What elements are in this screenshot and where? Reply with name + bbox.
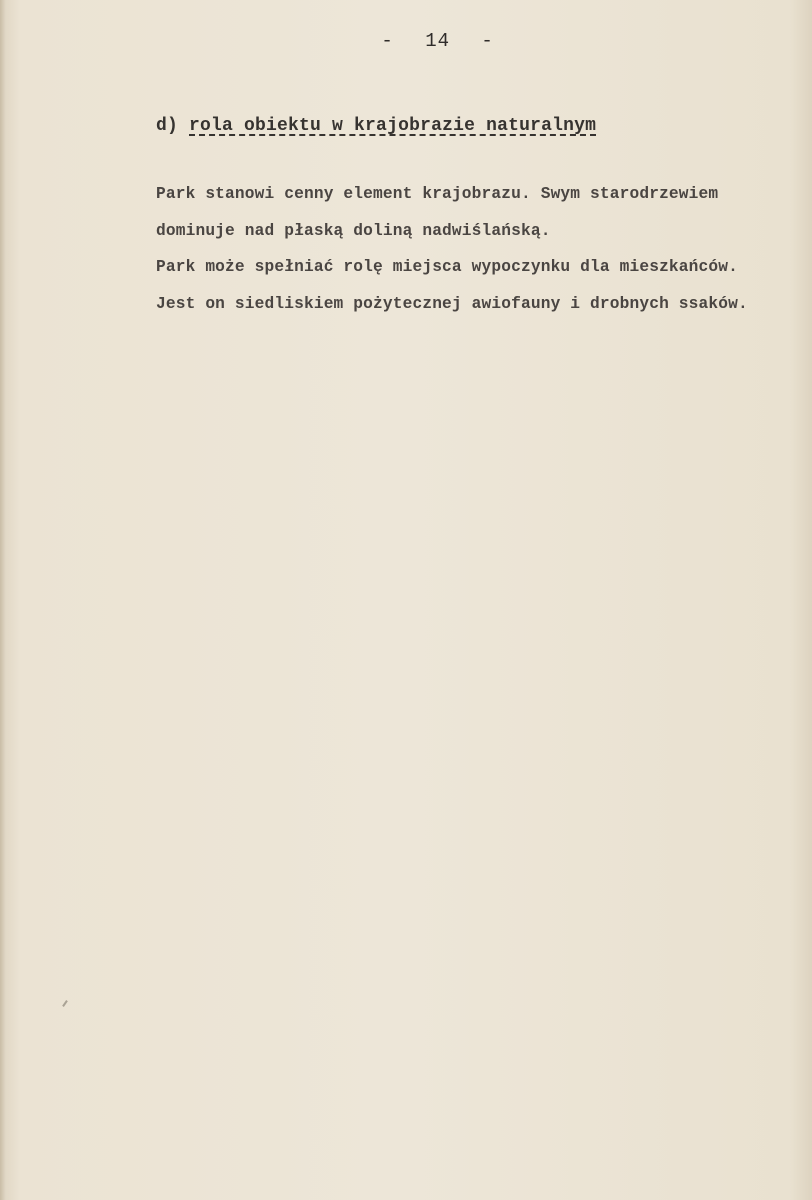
binding-edge: [0, 0, 6, 1200]
page-number-dash-right: -: [481, 30, 494, 52]
body-line: Park stanowi cenny element krajobrazu. Swym starodrzewiem: [156, 185, 719, 203]
section-heading-title: rola obiektu w krajobrazie naturalnym: [189, 116, 597, 136]
section-heading-prefix: d): [156, 116, 179, 136]
page-number-line: [318, 8, 494, 74]
body-line: dominuje nad płaską doliną nadwiślańską.: [156, 221, 551, 240]
section-heading: [156, 116, 596, 136]
page-number: 14: [425, 30, 451, 52]
body-text: [156, 176, 796, 322]
body-line: Park może spełniać rolę miejsca wypoczynku dla mieszkańców.: [156, 258, 738, 276]
body-line: Jest on siedliskiem pożytecznej awiofauny i drobnych ssaków.: [156, 294, 748, 313]
paper-speck: [62, 1000, 68, 1007]
page-number-dash-left: -: [381, 30, 394, 52]
